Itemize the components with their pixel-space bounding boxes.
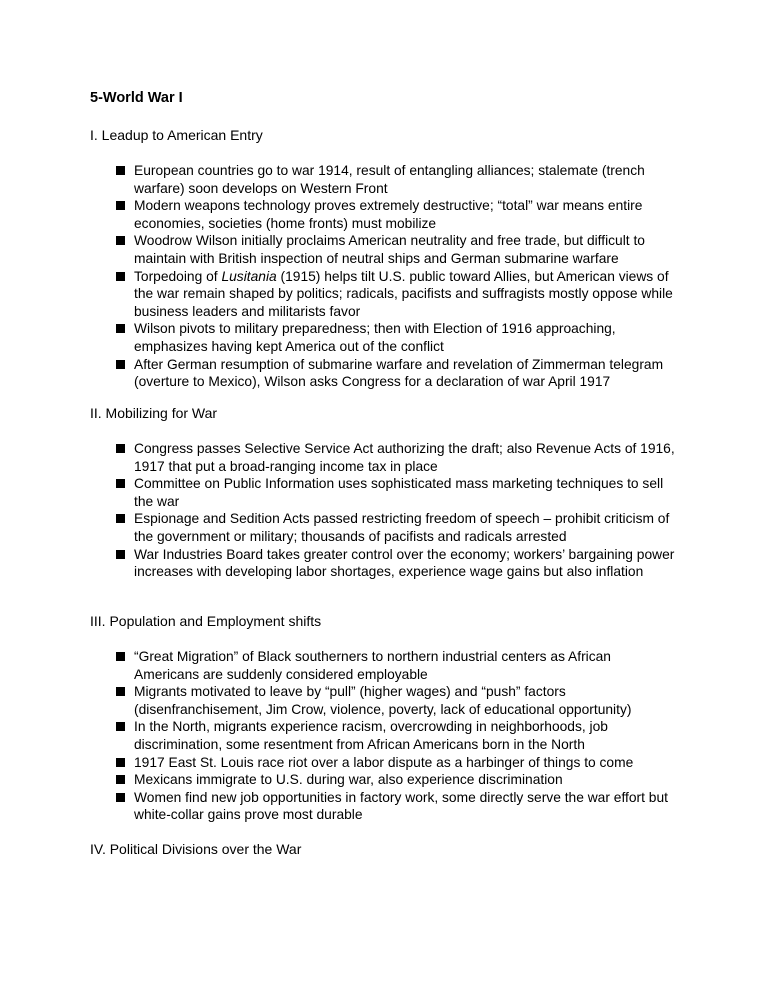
square-bullet-icon (116, 514, 125, 523)
square-bullet-icon (116, 201, 125, 210)
bullet-item: War Industries Board takes greater control over the economy; workers’ bargaining power increases with developing labor shortages, experience wage gains but also inflation (116, 546, 676, 581)
bullet-item: Woodrow Wilson initially proclaims American neutrality and free trade, but difficult to maintain with British inspection of neutral ships and German submarine warfare (116, 232, 676, 267)
square-bullet-icon (116, 687, 125, 696)
bullet-list (116, 440, 676, 581)
square-bullet-icon (116, 479, 125, 488)
bullet-item: Mexicans immigrate to U.S. during war, also experience discrimination (116, 771, 676, 789)
bullet-item: In the North, migrants experience racism, overcrowding in neighborhoods, job discrimination, some resentment from African Americans born in the North (116, 718, 676, 753)
square-bullet-icon (116, 360, 125, 369)
bullet-item: After German resumption of submarine warfare and revelation of Zimmerman telegram (overture to Mexico), Wilson asks Congress for a declaration of war April 1917 (116, 356, 676, 391)
section-heading: I. Leadup to American Entry (90, 127, 263, 143)
square-bullet-icon (116, 166, 125, 175)
bullet-item: Torpedoing of Lusitania (1915) helps tilt U.S. public toward Allies, but American views of the war remain shaped by politics; radicals, pacifists and suffragists mostly oppose while business leaders and militarists favor (116, 268, 676, 321)
section-3 (90, 612, 690, 823)
square-bullet-icon (116, 652, 125, 661)
square-bullet-icon (116, 722, 125, 731)
section-2 (90, 404, 690, 580)
bullet-item: Committee on Public Information uses sophisticated mass marketing techniques to sell the war (116, 475, 676, 510)
bullet-item: European countries go to war 1914, result of entangling alliances; stalemate (trench warfare) soon develops on Western Front (116, 162, 676, 197)
section-heading: IV. Political Divisions over the War (90, 841, 302, 857)
bullet-item: Women find new job opportunities in factory work, some directly serve the war effort but white-collar gains prove most durable (116, 789, 676, 824)
bullet-item: Congress passes Selective Service Act authorizing the draft; also Revenue Acts of 1916, 1917 that put a broad-ranging income tax in place (116, 440, 676, 475)
ship-name-italic: Lusitania (221, 268, 277, 284)
bullet-item: Wilson pivots to military preparedness; then with Election of 1916 approaching, emphasizes having kept America out of the conflict (116, 320, 676, 355)
bullet-list (116, 648, 676, 824)
bullet-list (116, 162, 676, 391)
square-bullet-icon (116, 444, 125, 453)
bullet-item: Espionage and Sedition Acts passed restricting freedom of speech – prohibit criticism of the government or military; thousands of pacifists and radicals arrested (116, 510, 676, 545)
section-heading: II. Mobilizing for War (90, 405, 218, 421)
bullet-item: Migrants motivated to leave by “pull” (higher wages) and “push” factors (disenfranchisement, Jim Crow, violence, poverty, lack of educational opportunity) (116, 683, 676, 718)
document-title: 5-World War I (90, 90, 183, 106)
bullet-item: 1917 East St. Louis race riot over a labor dispute as a harbinger of things to come (116, 754, 676, 772)
square-bullet-icon (116, 758, 125, 767)
square-bullet-icon (116, 272, 125, 281)
section-heading: III. Population and Employment shifts (90, 613, 322, 629)
section-1 (90, 126, 690, 390)
bullet-item: “Great Migration” of Black southerners to northern industrial centers as African Americans are suddenly considered employable (116, 648, 676, 683)
square-bullet-icon (116, 775, 125, 784)
square-bullet-icon (116, 236, 125, 245)
section-4 (90, 840, 690, 858)
square-bullet-icon (116, 793, 125, 802)
square-bullet-icon (116, 550, 125, 559)
square-bullet-icon (116, 324, 125, 333)
bullet-item: Modern weapons technology proves extremely destructive; “total” war means entire economies, societies (home fronts) must mobilize (116, 197, 676, 232)
